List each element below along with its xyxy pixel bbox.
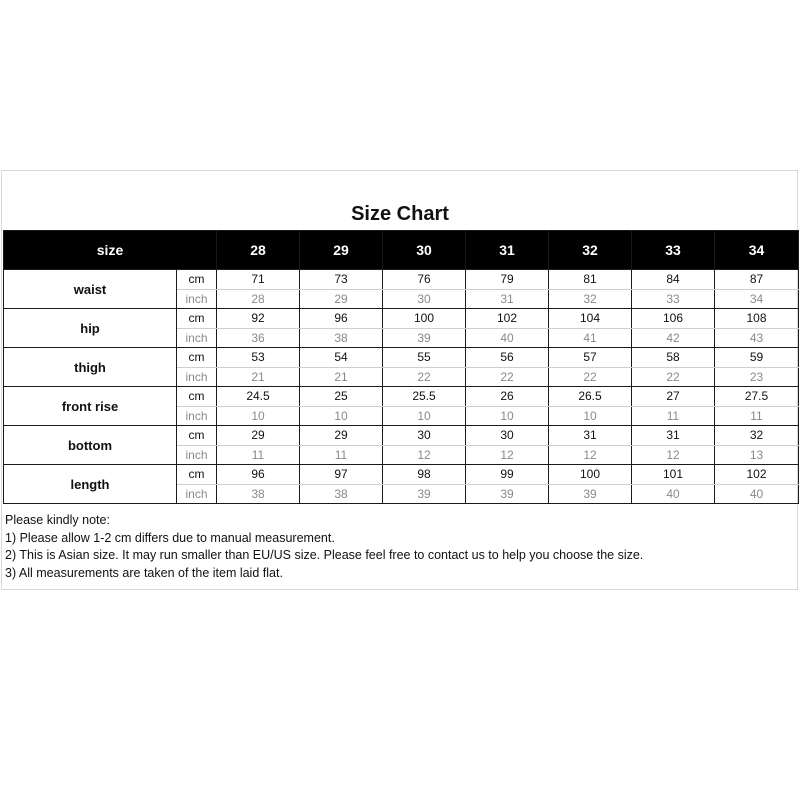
cm-cell: 106 xyxy=(632,309,715,329)
cm-cell: 30 xyxy=(466,426,549,446)
cm-cell: 32 xyxy=(715,426,799,446)
unit-label: inch xyxy=(177,289,217,309)
inch-cell: 41 xyxy=(549,328,632,348)
size-table xyxy=(3,230,799,504)
cm-cell: 96 xyxy=(300,309,383,329)
notes xyxy=(5,512,795,582)
unit-label: cm xyxy=(177,309,217,329)
inch-cell: 40 xyxy=(466,328,549,348)
inch-cell: 42 xyxy=(632,328,715,348)
inch-cell: 40 xyxy=(632,484,715,504)
cm-cell: 31 xyxy=(549,426,632,446)
inch-cell: 29 xyxy=(300,289,383,309)
inch-cell: 10 xyxy=(383,406,466,426)
cm-cell: 57 xyxy=(549,348,632,368)
inch-cell: 11 xyxy=(300,445,383,465)
header-row xyxy=(4,231,799,270)
inch-cell: 23 xyxy=(715,367,799,387)
measure-label: thigh xyxy=(4,348,177,387)
inch-cell: 21 xyxy=(300,367,383,387)
inch-cell: 12 xyxy=(383,445,466,465)
inch-cell: 39 xyxy=(383,484,466,504)
inch-cell: 34 xyxy=(715,289,799,309)
inch-cell: 38 xyxy=(300,328,383,348)
inch-cell: 11 xyxy=(217,445,300,465)
cm-cell: 29 xyxy=(217,426,300,446)
cm-cell: 79 xyxy=(466,270,549,290)
inch-cell: 39 xyxy=(383,328,466,348)
table-row xyxy=(4,387,799,407)
note-item: 2) This is Asian size. It may run smaller than EU/US size. Please feel free to contact us to help you choose the size. xyxy=(5,548,644,562)
cm-cell: 102 xyxy=(466,309,549,329)
note-item: 3) All measurements are taken of the item laid flat. xyxy=(5,565,283,580)
cm-cell: 100 xyxy=(383,309,466,329)
inch-cell: 36 xyxy=(217,328,300,348)
unit-label: cm xyxy=(177,465,217,485)
cm-cell: 76 xyxy=(383,270,466,290)
cm-cell: 81 xyxy=(549,270,632,290)
unit-label: inch xyxy=(177,445,217,465)
header-size: 31 xyxy=(466,231,549,270)
cm-cell: 58 xyxy=(632,348,715,368)
inch-cell: 10 xyxy=(300,406,383,426)
table-row xyxy=(4,426,799,446)
cm-cell: 30 xyxy=(383,426,466,446)
unit-label: inch xyxy=(177,328,217,348)
unit-label: cm xyxy=(177,387,217,407)
notes-heading: Please kindly note: xyxy=(5,513,110,527)
cm-cell: 84 xyxy=(632,270,715,290)
inch-cell: 13 xyxy=(715,445,799,465)
unit-label: inch xyxy=(177,484,217,504)
inch-cell: 22 xyxy=(383,367,466,387)
inch-cell: 33 xyxy=(632,289,715,309)
cm-cell: 26 xyxy=(466,387,549,407)
inch-cell: 10 xyxy=(217,406,300,426)
cm-cell: 99 xyxy=(466,465,549,485)
header-size: 33 xyxy=(632,231,715,270)
inch-cell: 40 xyxy=(715,484,799,504)
measure-label: front rise xyxy=(4,387,177,426)
header-size: 30 xyxy=(383,231,466,270)
table-row xyxy=(4,270,799,290)
inch-cell: 22 xyxy=(632,367,715,387)
cm-cell: 24.5 xyxy=(217,387,300,407)
unit-label: inch xyxy=(177,406,217,426)
cm-cell: 26.5 xyxy=(549,387,632,407)
unit-label: cm xyxy=(177,348,217,368)
inch-cell: 22 xyxy=(466,367,549,387)
inch-cell: 38 xyxy=(300,484,383,504)
cm-cell: 59 xyxy=(715,348,799,368)
table-row xyxy=(4,348,799,368)
cm-cell: 73 xyxy=(300,270,383,290)
inch-cell: 10 xyxy=(549,406,632,426)
inch-cell: 39 xyxy=(549,484,632,504)
cm-cell: 96 xyxy=(217,465,300,485)
cm-cell: 54 xyxy=(300,348,383,368)
header-size-label: size xyxy=(4,231,217,270)
header-size: 29 xyxy=(300,231,383,270)
cm-cell: 101 xyxy=(632,465,715,485)
inch-cell: 12 xyxy=(632,445,715,465)
cm-cell: 100 xyxy=(549,465,632,485)
table-row xyxy=(4,465,799,485)
cm-cell: 55 xyxy=(383,348,466,368)
chart-title: Size Chart xyxy=(351,203,449,225)
cm-cell: 27.5 xyxy=(715,387,799,407)
measure-label: length xyxy=(4,465,177,504)
unit-label: cm xyxy=(177,270,217,290)
unit-label: cm xyxy=(177,426,217,446)
unit-label: inch xyxy=(177,367,217,387)
cm-cell: 71 xyxy=(217,270,300,290)
cm-cell: 53 xyxy=(217,348,300,368)
measure-label: bottom xyxy=(4,426,177,465)
cm-cell: 29 xyxy=(300,426,383,446)
cm-cell: 31 xyxy=(632,426,715,446)
inch-cell: 43 xyxy=(715,328,799,348)
inch-cell: 39 xyxy=(466,484,549,504)
measure-label: waist xyxy=(4,270,177,309)
cm-cell: 56 xyxy=(466,348,549,368)
cm-cell: 98 xyxy=(383,465,466,485)
header-size: 32 xyxy=(549,231,632,270)
header-size: 28 xyxy=(217,231,300,270)
cm-cell: 25 xyxy=(300,387,383,407)
cm-cell: 87 xyxy=(715,270,799,290)
inch-cell: 28 xyxy=(217,289,300,309)
cm-cell: 25.5 xyxy=(383,387,466,407)
table-row xyxy=(4,309,799,329)
measure-label: hip xyxy=(4,309,177,348)
cm-cell: 102 xyxy=(715,465,799,485)
note-item: 1) Please allow 1-2 cm differs due to manual measurement. xyxy=(5,530,335,545)
inch-cell: 30 xyxy=(383,289,466,309)
cm-cell: 108 xyxy=(715,309,799,329)
inch-cell: 31 xyxy=(466,289,549,309)
inch-cell: 11 xyxy=(632,406,715,426)
inch-cell: 12 xyxy=(466,445,549,465)
header-size: 34 xyxy=(715,231,799,270)
cm-cell: 97 xyxy=(300,465,383,485)
inch-cell: 10 xyxy=(466,406,549,426)
inch-cell: 11 xyxy=(715,406,799,426)
cm-cell: 104 xyxy=(549,309,632,329)
cm-cell: 92 xyxy=(217,309,300,329)
inch-cell: 21 xyxy=(217,367,300,387)
inch-cell: 22 xyxy=(549,367,632,387)
cm-cell: 27 xyxy=(632,387,715,407)
inch-cell: 38 xyxy=(217,484,300,504)
inch-cell: 32 xyxy=(549,289,632,309)
inch-cell: 12 xyxy=(549,445,632,465)
